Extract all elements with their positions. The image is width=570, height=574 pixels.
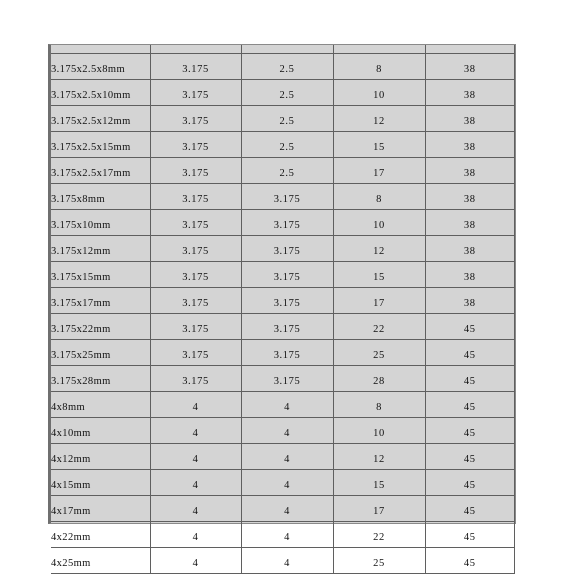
table-cell-value: 4 <box>241 470 333 496</box>
table-cell-value: 3.175 <box>241 340 333 366</box>
table-cell-value: 45 <box>425 522 515 548</box>
table-row <box>51 236 515 262</box>
table-cell-name: 3.175x2.5x10mm <box>51 80 150 106</box>
table-cell-value: 4 <box>150 470 241 496</box>
table-cell-name: 4x25mm <box>51 548 150 574</box>
table-cell-value: 3.175 <box>150 184 241 210</box>
table-cell-value: 38 <box>425 80 515 106</box>
table-cell-value: 4 <box>150 548 241 574</box>
table-cell-name: 3.175x12mm <box>51 236 150 262</box>
table-cell-value: 38 <box>425 210 515 236</box>
table-cell-value: 3.175 <box>150 340 241 366</box>
table-cell-value: 25 <box>333 548 425 574</box>
table-cell-value: 2.5 <box>241 132 333 158</box>
table-row <box>51 262 515 288</box>
table-cell-value: 38 <box>425 236 515 262</box>
table-cell-value: 3.175 <box>150 106 241 132</box>
table-cell-name: 3.175x25mm <box>51 340 150 366</box>
table-cell <box>150 45 241 54</box>
table-cell-value: 15 <box>333 262 425 288</box>
table-cell-value: 45 <box>425 392 515 418</box>
table-cell-value: 3.175 <box>241 366 333 392</box>
table-cell-name: 3.175x10mm <box>51 210 150 236</box>
table-cell-value: 3.175 <box>241 210 333 236</box>
table-row <box>51 548 515 574</box>
table-cell-value: 3.175 <box>241 236 333 262</box>
table-cell-value: 12 <box>333 236 425 262</box>
table-cell-name: 3.175x22mm <box>51 314 150 340</box>
table-cell-name: 3.175x8mm <box>51 184 150 210</box>
table-cell-name: 3.175x28mm <box>51 366 150 392</box>
table-cell-value: 3.175 <box>241 288 333 314</box>
table-cell-value: 3.175 <box>150 236 241 262</box>
table-cell-value: 4 <box>150 444 241 470</box>
table-cell-value: 4 <box>150 418 241 444</box>
table-cell-name: 3.175x2.5x12mm <box>51 106 150 132</box>
spec-table-sheet <box>48 44 516 569</box>
table-row <box>51 496 515 522</box>
table-row <box>51 288 515 314</box>
table-row <box>51 314 515 340</box>
table-cell-value: 38 <box>425 288 515 314</box>
table-cell-value: 25 <box>333 340 425 366</box>
table-cell-value: 3.175 <box>150 132 241 158</box>
table-row <box>51 366 515 392</box>
table-cell-value: 3.175 <box>150 158 241 184</box>
table-row <box>51 522 515 548</box>
spec-table-body <box>51 45 515 574</box>
table-cell-value: 38 <box>425 132 515 158</box>
table-cell-value: 38 <box>425 262 515 288</box>
table-cell-value: 4 <box>241 444 333 470</box>
table-cell-value: 3.175 <box>150 54 241 80</box>
table-cell-value: 15 <box>333 470 425 496</box>
table-cell-value: 8 <box>333 54 425 80</box>
table-cell-value: 2.5 <box>241 54 333 80</box>
table-cell-value: 3.175 <box>241 314 333 340</box>
table-row <box>51 54 515 80</box>
table-cell-value: 12 <box>333 106 425 132</box>
table-cell-name: 3.175x17mm <box>51 288 150 314</box>
table-cell-value: 10 <box>333 80 425 106</box>
table-cell-name: 3.175x2.5x15mm <box>51 132 150 158</box>
table-cell-value: 45 <box>425 444 515 470</box>
table-cell-value: 8 <box>333 184 425 210</box>
table-cell-value: 45 <box>425 470 515 496</box>
table-cell-value: 4 <box>241 548 333 574</box>
table-cell-value: 38 <box>425 158 515 184</box>
table-cell-value: 4 <box>241 418 333 444</box>
table-cell-value: 3.175 <box>150 262 241 288</box>
table-row <box>51 392 515 418</box>
table-cell-value: 28 <box>333 366 425 392</box>
table-cell-value: 38 <box>425 106 515 132</box>
table-cell-value: 4 <box>150 522 241 548</box>
table-row <box>51 80 515 106</box>
table-cell-value: 2.5 <box>241 80 333 106</box>
table-row <box>51 132 515 158</box>
table-cell-value: 3.175 <box>241 184 333 210</box>
table-cell-name: 3.175x2.5x8mm <box>51 54 150 80</box>
table-cell-name: 3.175x2.5x17mm <box>51 158 150 184</box>
table-cell <box>51 45 150 54</box>
table-cell-value: 3.175 <box>150 366 241 392</box>
table-cell-value: 3.175 <box>150 80 241 106</box>
table-cell-value: 4 <box>241 522 333 548</box>
table-row <box>51 158 515 184</box>
table-cell-value: 22 <box>333 314 425 340</box>
table-cell-value: 38 <box>425 184 515 210</box>
table-row <box>51 470 515 496</box>
table-cell-value: 10 <box>333 418 425 444</box>
spec-table <box>51 45 515 574</box>
table-cell-value: 2.5 <box>241 106 333 132</box>
table-cell-value: 3.175 <box>150 210 241 236</box>
table-cell-name: 3.175x15mm <box>51 262 150 288</box>
table-row <box>51 106 515 132</box>
table-cell-name: 4x15mm <box>51 470 150 496</box>
table-cell <box>425 45 515 54</box>
table-cell-value: 3.175 <box>150 314 241 340</box>
table-cell-value: 45 <box>425 314 515 340</box>
table-cell-name: 4x8mm <box>51 392 150 418</box>
table-cell <box>241 45 333 54</box>
table-top-edge-row <box>51 45 515 54</box>
table-row <box>51 340 515 366</box>
table-row <box>51 184 515 210</box>
table-cell-value: 4 <box>150 496 241 522</box>
table-cell-value: 12 <box>333 444 425 470</box>
table-row <box>51 210 515 236</box>
table-cell-value: 4 <box>241 392 333 418</box>
table-cell-value: 17 <box>333 158 425 184</box>
table-cell-value: 8 <box>333 392 425 418</box>
table-cell-name: 4x17mm <box>51 496 150 522</box>
table-cell-value: 17 <box>333 496 425 522</box>
table-row <box>51 418 515 444</box>
table-cell-value: 4 <box>241 496 333 522</box>
table-cell-value: 45 <box>425 340 515 366</box>
table-cell-name: 4x12mm <box>51 444 150 470</box>
table-cell-value: 22 <box>333 522 425 548</box>
table-cell-value: 2.5 <box>241 158 333 184</box>
table-cell-name: 4x10mm <box>51 418 150 444</box>
table-row <box>51 444 515 470</box>
table-cell-value: 17 <box>333 288 425 314</box>
table-cell-value: 45 <box>425 496 515 522</box>
table-cell-value: 10 <box>333 210 425 236</box>
table-cell-name: 4x22mm <box>51 522 150 548</box>
table-cell-value: 45 <box>425 548 515 574</box>
table-cell-value: 38 <box>425 54 515 80</box>
table-cell-value: 15 <box>333 132 425 158</box>
table-cell <box>333 45 425 54</box>
table-cell-value: 3.175 <box>150 288 241 314</box>
table-cell-value: 45 <box>425 418 515 444</box>
table-cell-value: 4 <box>150 392 241 418</box>
table-cell-value: 3.175 <box>241 262 333 288</box>
table-cell-value: 45 <box>425 366 515 392</box>
